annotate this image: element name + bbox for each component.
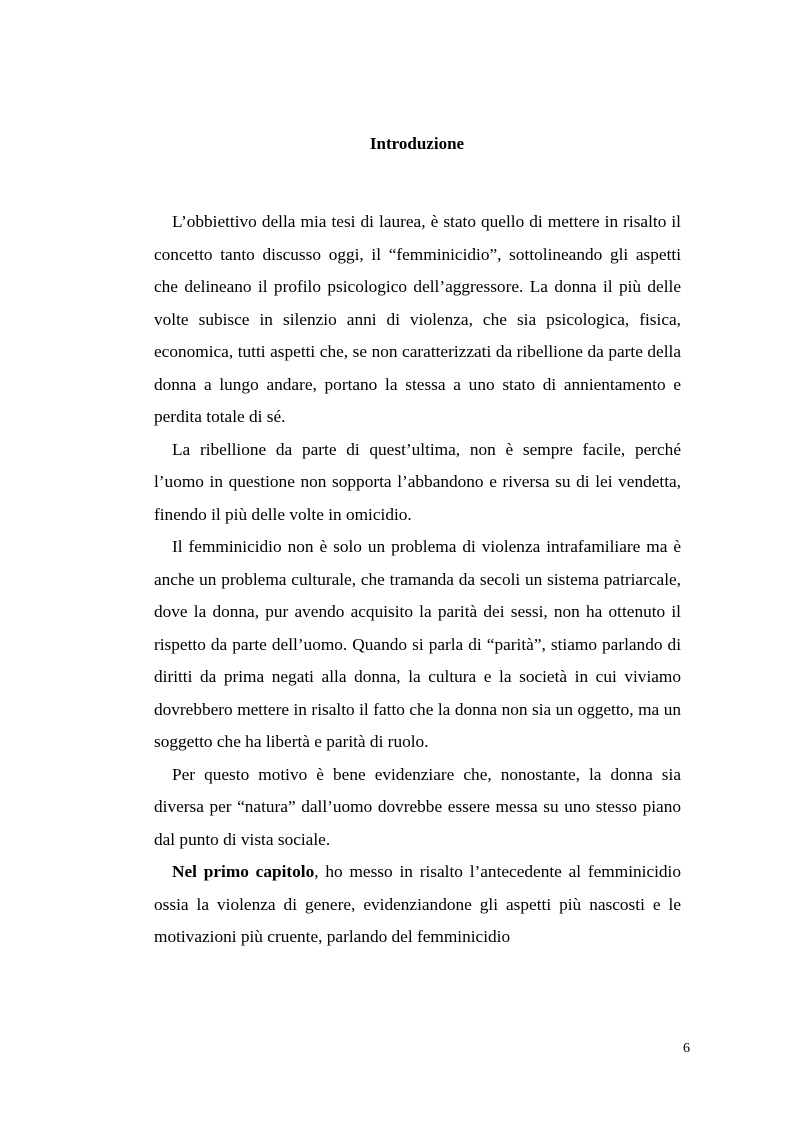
paragraph-5: [154, 856, 681, 954]
paragraph-1: L’obbiettivo della mia tesi di laurea, è stato quello di mettere in risalto il concetto tanto discusso oggi, il “femminicidio”, sottolineando gli aspetti che delineano il profilo psicologico dell’aggressore. La donna il più delle volte subisce in silenzio anni di violenza, che sia psicologica, fisica, economica, tutti aspetti che, se non caratterizzati da ribellione da parte della donna a lungo andare, portano la stessa a uno stato di annientamento e perdita totale di sé.: [154, 212, 681, 426]
page-number: 6: [683, 1041, 690, 1056]
body-text: [154, 206, 681, 954]
paragraph-4: Per questo motivo è bene evidenziare che, nonostante, la donna sia diversa per “natura” dall’uomo dovrebbe essere messa su uno stesso piano dal punto di vista sociale.: [154, 764, 681, 849]
paragraph-3: Il femminicidio non è solo un problema di violenza intrafamiliare ma è anche un problema culturale, che tramanda da secoli un sistema patriarcale, dove la donna, pur avendo acquisito la parità dei sessi, non ha ottenuto il rispetto da parte dell’uomo. Quando si parla di “parità”, stiamo parlando di diritti da prima negati alla donna, la cultura e la società in cui viviamo dovrebbero mettere in risalto il fatto che la donna non sia un oggetto, ma un soggetto che ha libertà e parità di ruolo.: [154, 537, 681, 751]
chapter-lead: Nel primo capitolo: [172, 862, 315, 881]
paragraph-2: La ribellione da parte di quest’ultima, non è sempre facile, perché l’uomo in questione non sopporta l’abbandono e riversa su di lei vendetta, finendo il più delle volte in omicidio.: [154, 439, 681, 524]
page-title: Introduzione: [369, 134, 465, 153]
paragraph-5-text: , ho messo in risalto l’antecedente al femminicidio ossia la violenza di genere, evidenziandone gli aspetti più nascosti e le motivazioni più cruente, parlando del femminicidio: [154, 862, 681, 946]
